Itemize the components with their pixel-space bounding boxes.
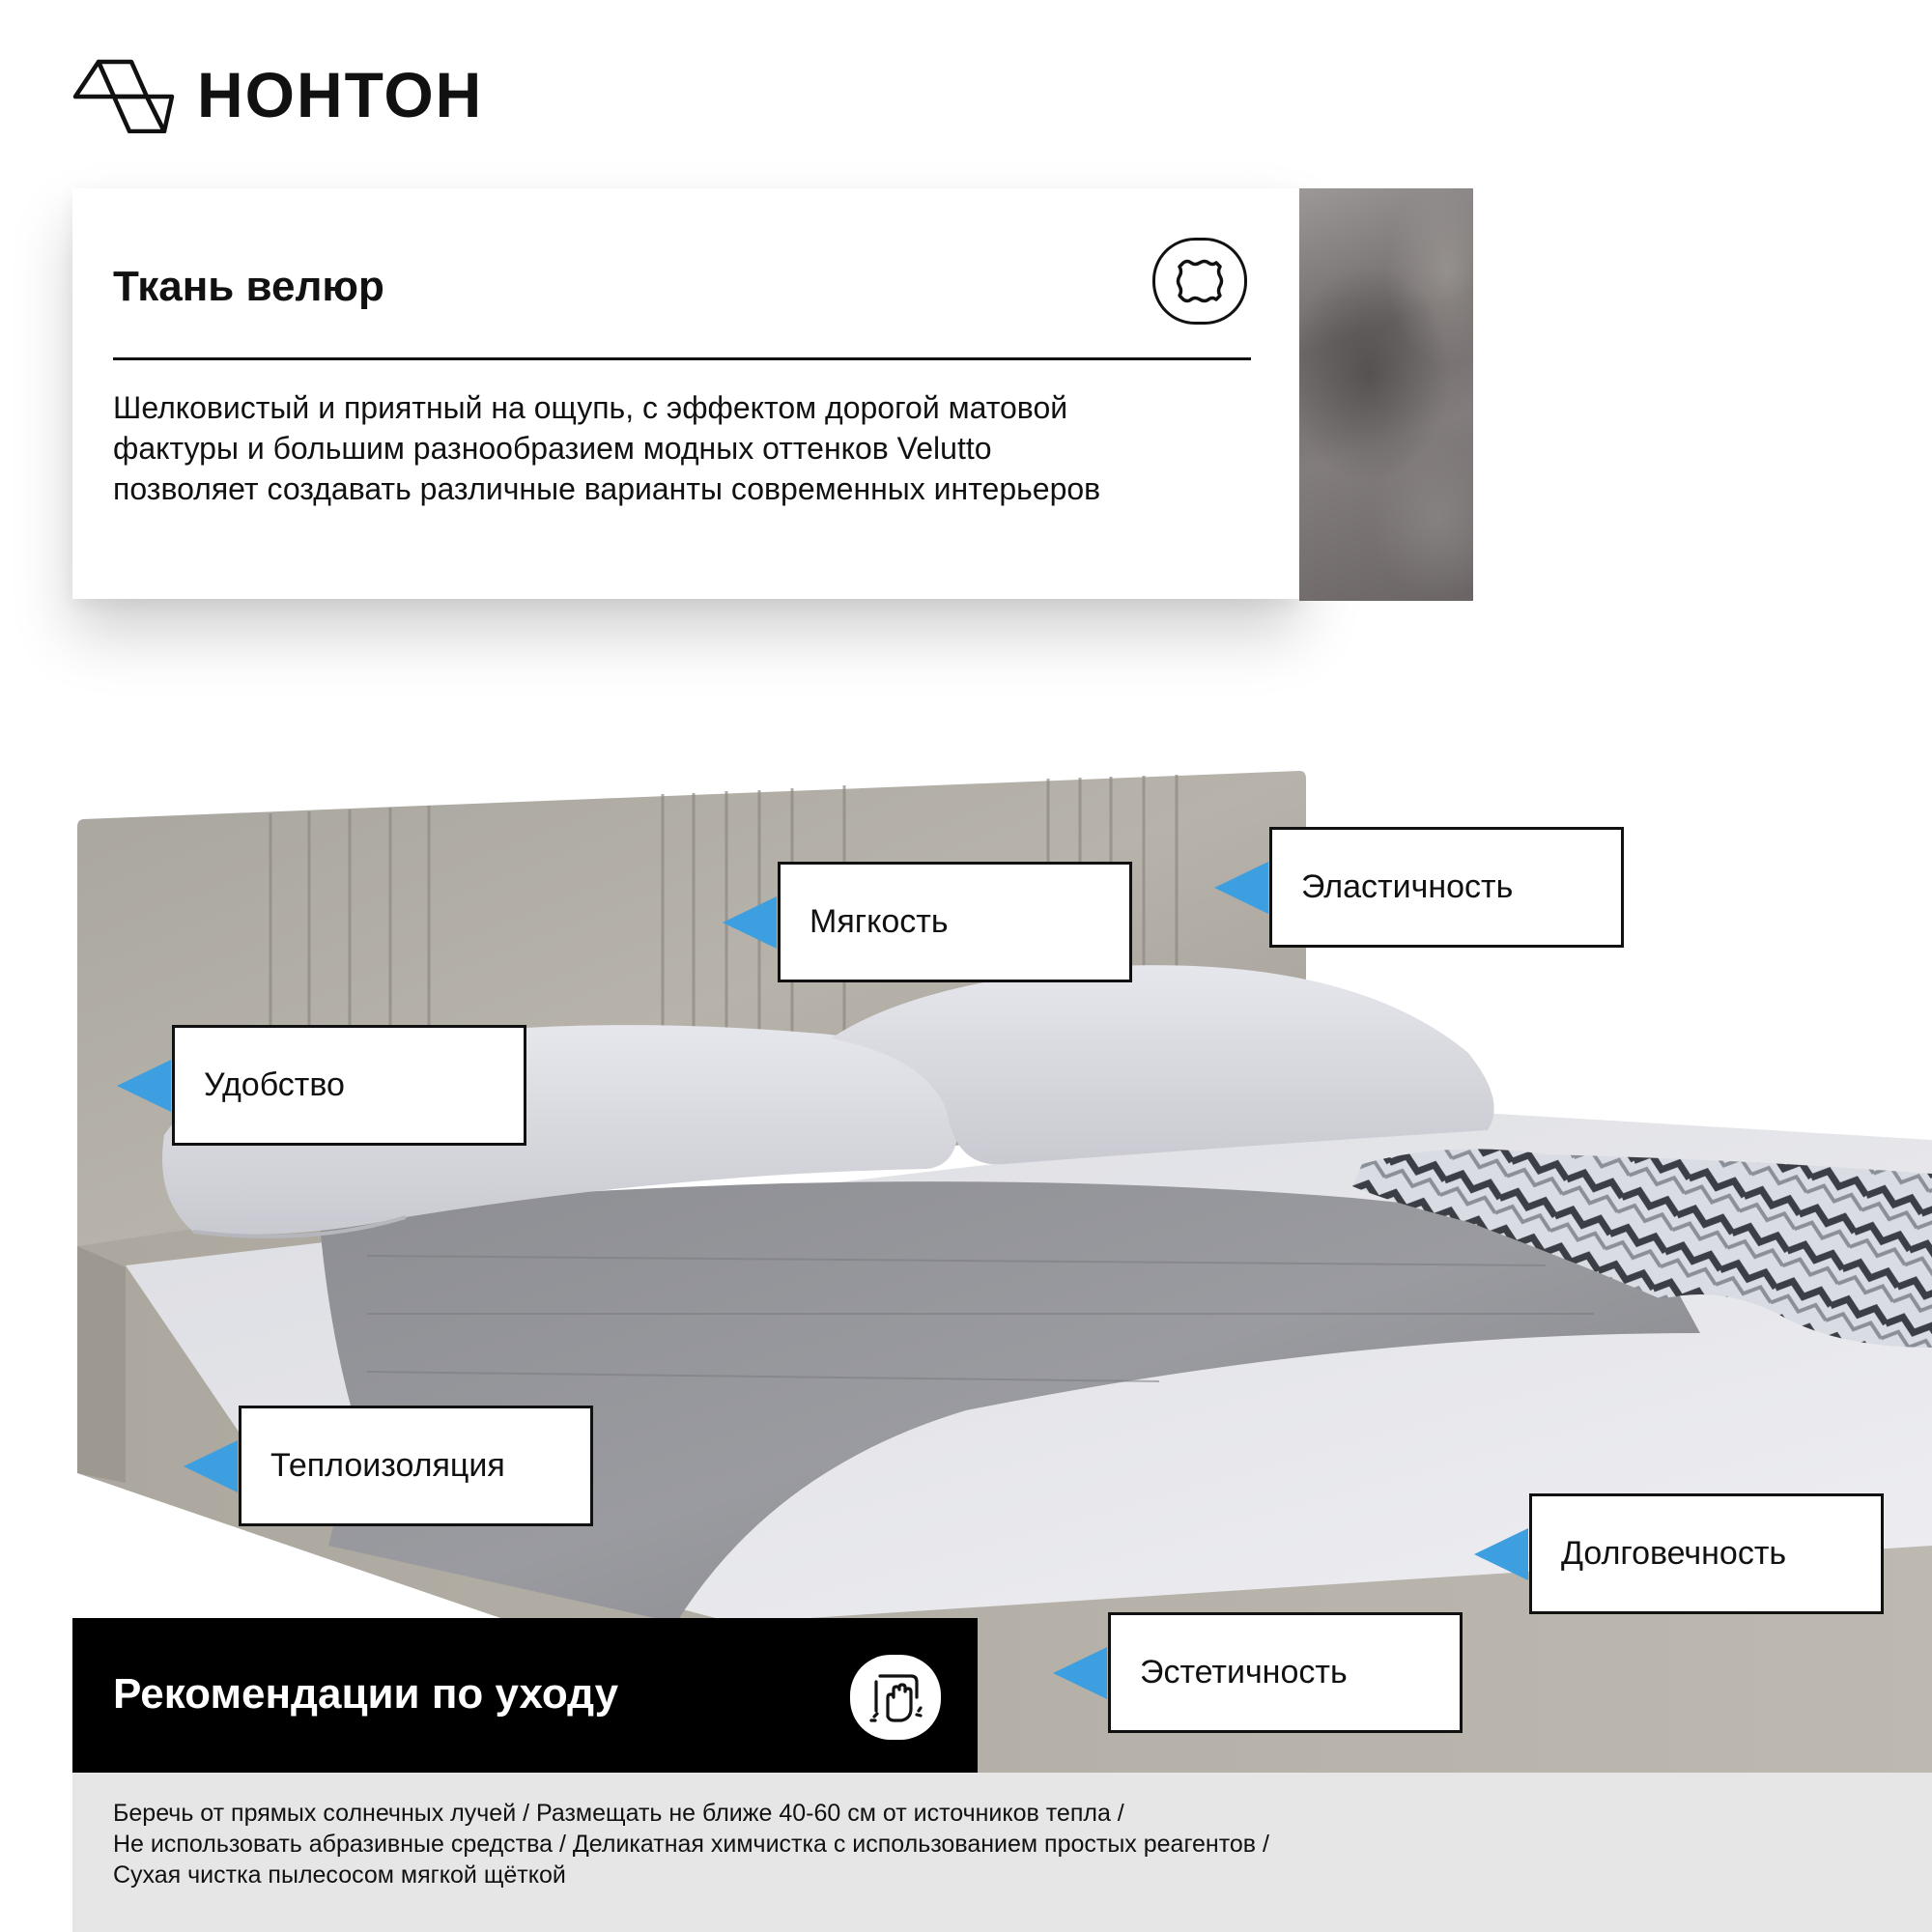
feature-callout-elasticity (1269, 827, 1624, 948)
feature-label: Долговечность (1561, 1535, 1787, 1572)
feature-label: Удобство (204, 1066, 345, 1103)
fabric-description-line: позволяет создавать различные варианты современных интерьеров (113, 471, 1101, 506)
feature-callout-aesthetics (1108, 1612, 1463, 1733)
care-instruction-line: Не использовать абразивные средства / Деликатная химчистка с использованием простых реагентов / (113, 1831, 1269, 1858)
feature-callout-durability (1529, 1493, 1884, 1614)
fabric-card (72, 188, 1299, 599)
feature-callout-thermal-insulation (239, 1406, 593, 1526)
care-header (72, 1618, 978, 1773)
feature-callout-softness (778, 862, 1132, 982)
fabric-description-line: фактуры и большим разнообразием модных оттенков Velutto (113, 431, 992, 466)
folded-ribbon-logo-icon (71, 56, 176, 133)
pointer-arrow-icon (723, 896, 777, 949)
pointer-arrow-icon (1474, 1528, 1528, 1580)
fabric-description (113, 387, 1272, 509)
brand-logo (71, 56, 483, 133)
pointer-arrow-icon (184, 1440, 238, 1492)
care-title: Рекомендации по уходу (113, 1670, 619, 1718)
velour-texture-image (1299, 188, 1473, 601)
feature-label: Эластичность (1301, 868, 1514, 905)
fabric-title: Ткань велюр (113, 263, 384, 310)
care-instruction-line: Беречь от прямых солнечных лучей / Размещать не ближе 40-60 см от источников тепла / (113, 1800, 1124, 1827)
feature-label: Эстетичность (1140, 1654, 1348, 1690)
care-instruction-line: Сухая чистка пылесосом мягкой щёткой (113, 1861, 566, 1889)
pointer-arrow-icon (117, 1060, 171, 1112)
feature-label: Теплоизоляция (270, 1447, 505, 1484)
care-instructions (72, 1773, 1932, 1932)
fabric-divider (113, 357, 1251, 360)
pointer-arrow-icon (1214, 862, 1268, 914)
pointer-arrow-icon (1053, 1647, 1107, 1699)
cleaning-hand-icon (850, 1655, 941, 1740)
feature-label: Мягкость (810, 903, 949, 940)
fabric-swatch-icon (1152, 238, 1247, 325)
feature-callout-comfort (172, 1025, 526, 1146)
brand-name: НОНТОН (197, 59, 484, 130)
fabric-description-line: Шелковистый и приятный на ощупь, с эффектом дорогой матовой (113, 390, 1068, 425)
